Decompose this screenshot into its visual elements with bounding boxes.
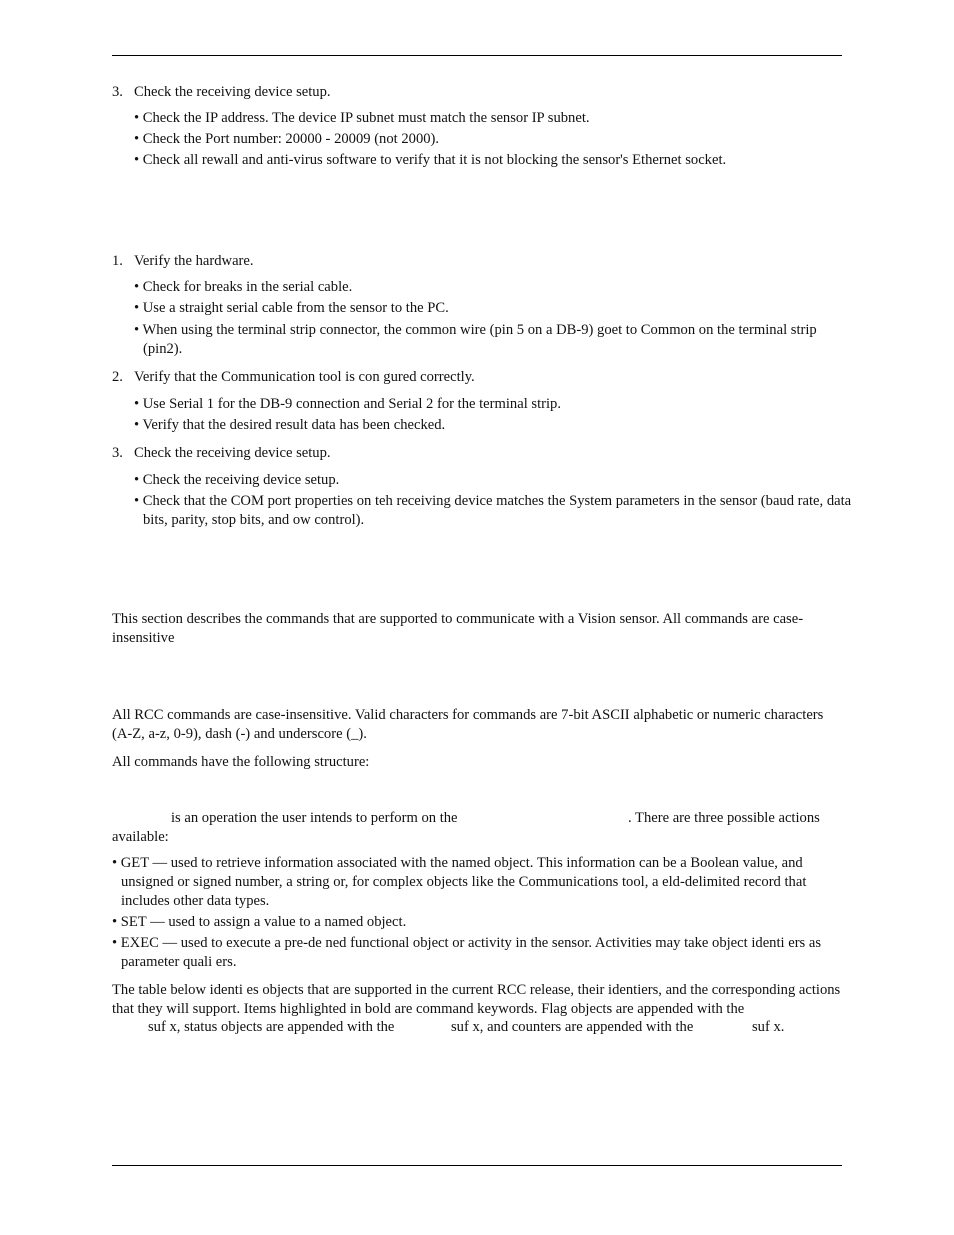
action-set: • SET — used to assign a value to a named object. [112,914,407,930]
step-number: 1. [112,253,123,269]
action-description-cont: available: [112,829,169,845]
step-title: Check the receiving device setup. [134,445,331,461]
rcc-paragraph: All RCC commands are case-insensitive. Valid characters for commands are 7-bit ASCII alphabetic or numeric characters (A-Z, a-z, 0-9), dash (-) and underscore (_). [112,707,824,742]
numbered-step [112,444,852,463]
bullet-item: • Use a straight serial cable from the sensor to the PC. [134,300,449,316]
action-description-end: . There are three possible actions [628,810,820,826]
footer-rule [112,1165,842,1166]
table-paragraph: The table below identi es objects that are supported in the current RCC release, their identiers, and the corresponding actions that they will support. Items highlighted in bold are command keywords. Flag objects are appended with the [112,982,841,1017]
step-title: Check the receiving device setup. [134,84,331,100]
header-rule [112,55,842,56]
bullet-item: • Use Serial 1 for the DB-9 connection and Serial 2 for the terminal strip. [134,396,561,412]
numbered-step [112,368,852,387]
structure-paragraph: All commands have the following structure: [112,754,370,770]
step-number: 3. [112,445,123,461]
bullet-item: • Check the receiving device setup. [134,472,340,488]
action-description: is an operation the user intends to perform on the [171,810,458,826]
bullet-item: • Verify that the desired result data has been checked. [134,417,446,433]
step-title: Verify the hardware. [134,253,254,269]
step-number: 3. [112,84,123,100]
action-exec: • EXEC — used to execute a pre-de ned functional object or activity in the sensor. Activities may take object identi ers as parameter quali ers. [112,935,822,970]
numbered-step [112,252,852,271]
action-get: • GET — used to retrieve information associated with the named object. This information can be a Boolean value, and unsigned or signed number, a string or, for complex objects like the Communications tool, a eld-delimited record that includes other data types. [112,855,807,909]
bullet-item: • Check all rewall and anti-virus software to verify that it is not blocking the sensor's Ethernet socket. [134,152,727,168]
bullet-item: • Check for breaks in the serial cable. [134,279,353,295]
table-paragraph-suffix-2: suf x, and counters are appended with the [451,1019,694,1035]
bullet-item: • When using the terminal strip connector, the common wire (pin 5 on a DB-9) goet to Common on the terminal strip (pin2). [134,322,817,357]
step-number: 2. [112,369,123,385]
bullet-item: • Check the IP address. The device IP subnet must match the sensor IP subnet. [134,110,590,126]
commands-intro: This section describes the commands that are supported to communicate with a Vision sensor. All commands are case-insensitive [112,611,804,646]
table-paragraph-suffix-1: suf x, status objects are appended with the [148,1019,395,1035]
bullet-item: • Check the Port number: 20000 - 20009 (not 2000). [134,131,440,147]
table-paragraph-suffix-3: suf x. [752,1019,785,1035]
step-title: Verify that the Communication tool is con gured correctly. [134,369,475,385]
bullet-item: • Check that the COM port properties on teh receiving device matches the System parameters in the sensor (baud rate, data bits, parity, stop bits, and ow control). [134,493,852,528]
numbered-step [112,83,852,102]
